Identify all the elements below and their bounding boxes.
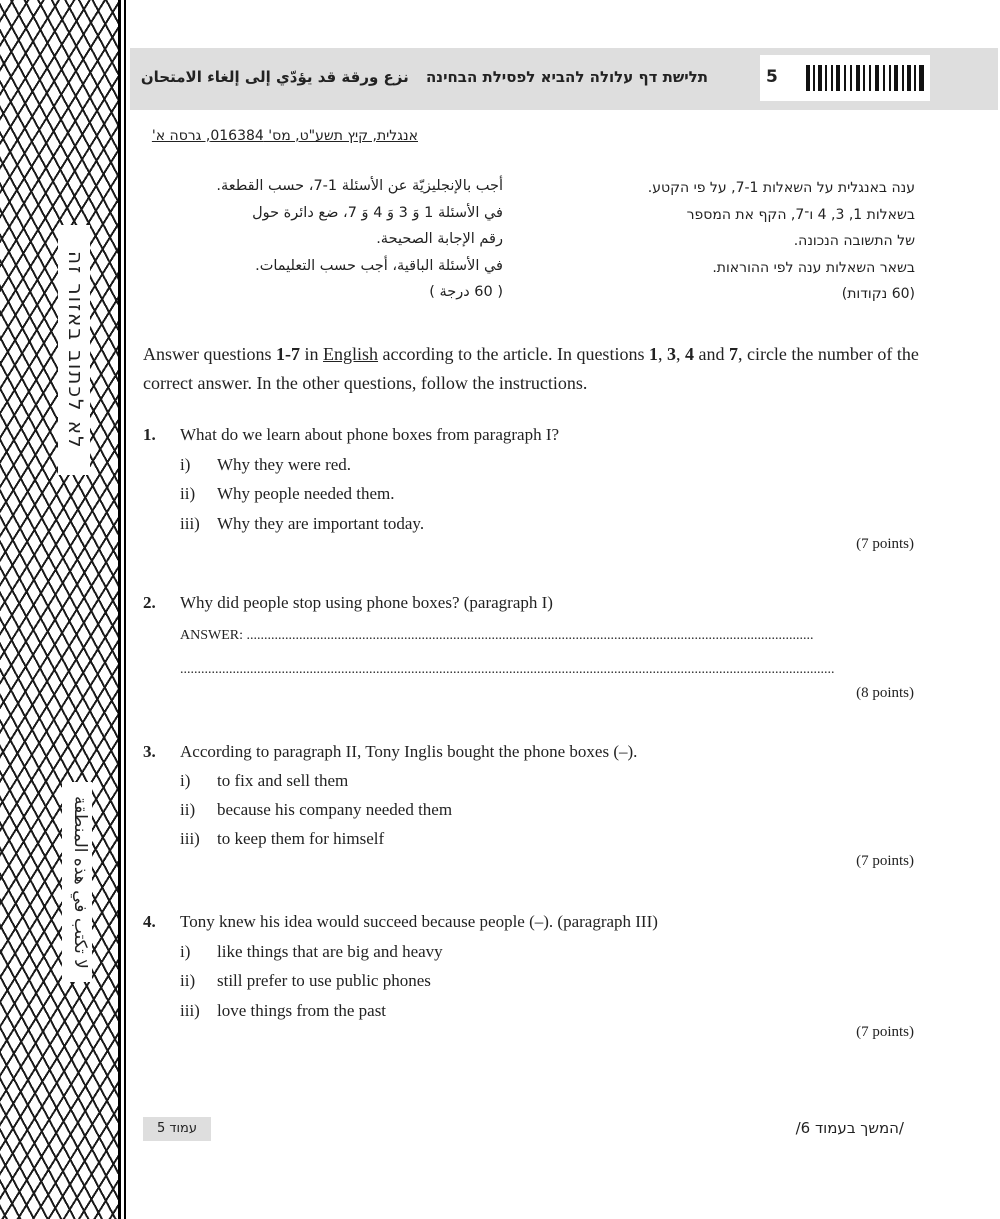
points-label: (7 points) <box>856 1024 914 1040</box>
answer-line-2[interactable]: ........................................................................................................................................................................................... <box>180 662 835 677</box>
question-number: 2. <box>143 593 156 612</box>
question-number: 1. <box>143 425 156 444</box>
footer-page-label: עמוד 5 <box>143 1117 211 1141</box>
option-label[interactable]: i) <box>180 455 191 474</box>
answer-option[interactable] <box>180 942 443 962</box>
intro-text: and <box>693 344 729 364</box>
answer-option[interactable] <box>180 829 384 849</box>
option-text: because his company needed them <box>217 800 453 819</box>
option-label[interactable]: ii) <box>180 971 196 990</box>
page-number: 5 <box>766 67 778 87</box>
instruction-line: ענה באנגלית על השאלות 7-1, על פי הקטע. <box>647 180 915 196</box>
exam-subject-line: אנגלית, קיץ תשע"ט, מס' 016384, גרסה א' <box>151 128 418 144</box>
intro-question-ref: 1 <box>648 344 658 364</box>
option-text: to keep them for himself <box>217 829 385 848</box>
intro-text: in <box>300 344 324 364</box>
intro-language: English <box>323 344 379 364</box>
option-text: Why they are important today. <box>217 514 425 533</box>
answer-line[interactable] <box>180 628 910 644</box>
page-code-box <box>760 55 930 101</box>
answer-option[interactable] <box>180 484 395 504</box>
instruction-line: בשאר השאלות ענה לפי ההוראות. <box>712 259 915 276</box>
option-label[interactable]: ii) <box>180 484 196 503</box>
header-warning <box>141 68 708 86</box>
option-label[interactable]: iii) <box>180 829 200 848</box>
option-text: Why they were red. <box>217 455 352 474</box>
instruction-line: ( 60 درجة ) <box>429 284 503 300</box>
intro-text: Answer questions <box>143 344 276 364</box>
instruction-line: أجب بالإنجليزيّة عن الأسئلة 1-7، حسب القطعة. <box>216 178 503 194</box>
instructions-hebrew <box>648 175 915 308</box>
english-instructions <box>143 340 923 398</box>
footer-continued: /המשך בעמוד 6/ <box>795 1119 904 1137</box>
answer-option[interactable] <box>180 514 424 534</box>
option-text: love things from the past <box>217 1001 387 1020</box>
intro-text: , <box>675 344 685 364</box>
option-text: to fix and sell them <box>217 771 349 790</box>
warning-arabic: نزع ورقة قد يؤدّي إلى إلغاء الامتحان <box>140 68 409 86</box>
option-label[interactable]: iii) <box>180 1001 200 1020</box>
margin-strip <box>0 0 118 1219</box>
question-text: Why did people stop using phone boxes? (paragraph I) <box>180 593 553 612</box>
answer-option[interactable] <box>180 800 452 820</box>
intro-question-ref: 4 <box>684 344 694 364</box>
intro-range: 1-7 <box>276 344 300 364</box>
intro-text: according to the article. In questions <box>378 344 649 364</box>
instructions-arabic <box>216 173 503 306</box>
answer-option[interactable] <box>180 971 431 991</box>
answer-option[interactable] <box>180 771 348 791</box>
margin-border <box>118 0 121 1219</box>
intro-text: , circle the number of the correct answer. In the other questions, follow the instructions. <box>143 344 919 393</box>
option-label[interactable]: ii) <box>180 800 196 819</box>
question-text: Tony knew his idea would succeed because people (–). (paragraph III) <box>180 912 658 931</box>
instruction-line: رقم الإجابة الصحيحة. <box>376 231 503 247</box>
option-label[interactable]: i) <box>180 942 191 961</box>
answer-option[interactable] <box>180 455 351 475</box>
instruction-line: בשאלות 1, 3, 4 ו־7, הקף את המספר <box>686 206 915 223</box>
intro-question-ref: 3 <box>666 344 676 364</box>
option-label[interactable]: iii) <box>180 514 200 533</box>
answer-option[interactable] <box>180 1001 386 1021</box>
question-number: 4. <box>143 912 156 931</box>
margin-note-hebrew: לא לכתוב באזור זה <box>58 225 90 475</box>
warning-hebrew: תלישת דף עלולה להביא לפסילת הבחינה <box>425 68 708 86</box>
points-label: (7 points) <box>856 853 914 869</box>
instruction-line: (60 נקודות) <box>841 286 915 302</box>
instruction-line: של התשובה הנכונה. <box>793 233 915 249</box>
answer-dots: .................................................................................................................................................................. <box>243 628 814 643</box>
question-text: What do we learn about phone boxes from paragraph I? <box>180 425 560 444</box>
option-label[interactable]: i) <box>180 771 191 790</box>
option-text: still prefer to use public phones <box>217 971 431 990</box>
question-text: According to paragraph II, Tony Inglis bought the phone boxes (–). <box>180 742 638 761</box>
option-text: like things that are big and heavy <box>217 942 443 961</box>
answer-label: ANSWER: <box>180 628 243 643</box>
intro-question-ref: 7 <box>728 344 738 364</box>
margin-note-arabic: لا تكتب في هذه المنطقة <box>62 782 92 982</box>
instruction-line: في الأسئلة 1 وَ 3 وَ 4 وَ 7، ضع دائرة حول <box>252 204 503 221</box>
option-text: Why people needed them. <box>217 484 395 503</box>
points-label: (8 points) <box>856 685 914 701</box>
margin-border-inner <box>124 0 126 1219</box>
intro-text: , <box>657 344 667 364</box>
points-label: (7 points) <box>856 536 914 552</box>
barcode-icon <box>806 65 924 91</box>
instruction-line: في الأسئلة الباقية، أجب حسب التعليمات. <box>255 257 503 274</box>
question-number: 3. <box>143 742 156 761</box>
